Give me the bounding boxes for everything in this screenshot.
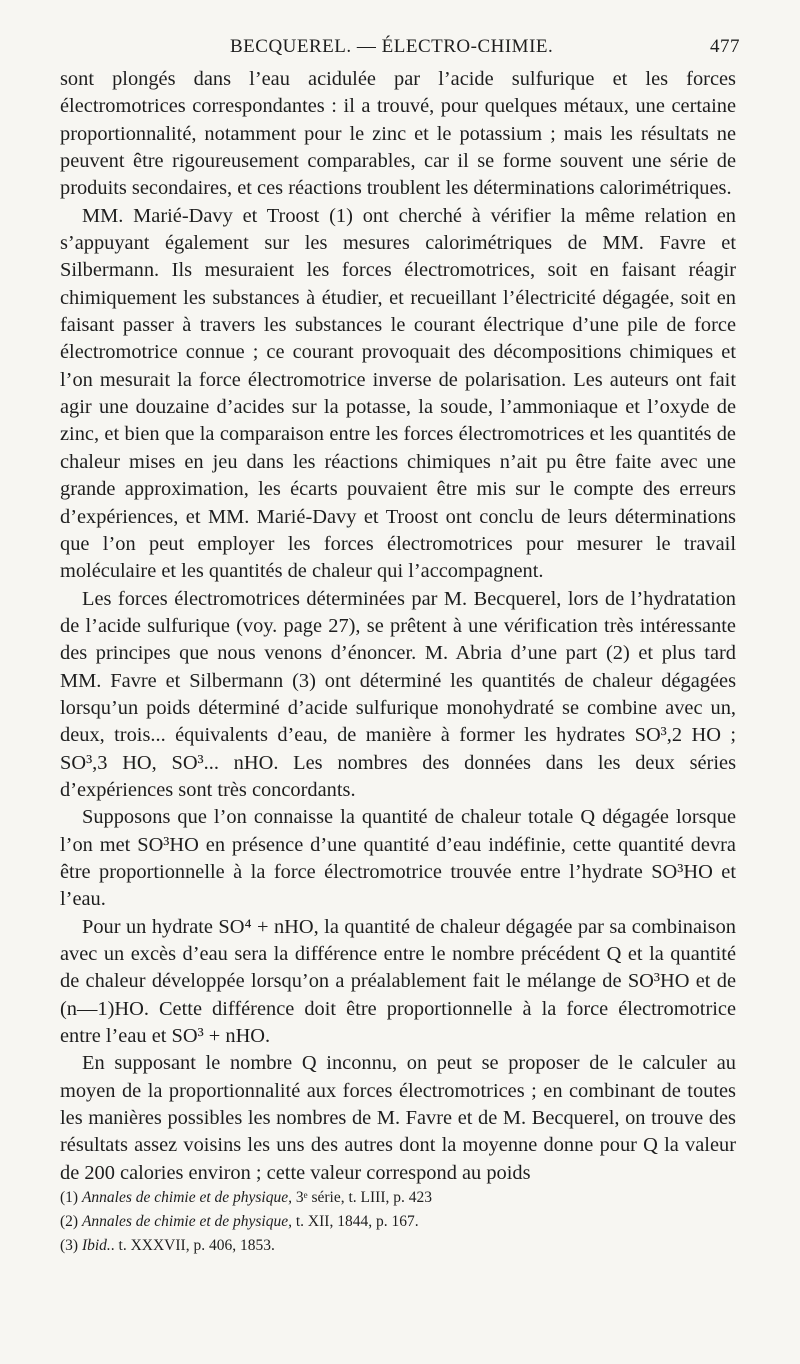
- footnote-ref: 3ᵉ série, t. LIII, p. 423: [292, 1189, 432, 1206]
- paragraph: Pour un hydrate SO⁴ + nHO, la quantité de chaleur dégagée par sa combinaison avec un excès d’eau sera la différence entre le nombre précédent Q et la quantité de chaleur développée lorsqu’on a préalablement fait le mélange de SO³HO et de (n—1)HO. Cette différence doit être proportionnelle à la force électromotrice entre l’eau et SO³ + nHO.: [60, 915, 736, 1048]
- footnote: [60, 1186, 736, 1210]
- footnote-mark: (1): [60, 1189, 79, 1206]
- footnote-ref: . t. XXXVII, p. 406, 1853.: [110, 1237, 275, 1254]
- footnote: [60, 1210, 736, 1234]
- footnote: [60, 1234, 736, 1258]
- paragraph: Supposons que l’on connaisse la quantité de chaleur totale Q dégagée lorsque l’on met SO³HO en présence d’une quantité d’eau indéfinie, cette quantité devra être proportionnelle à la force électromotrice trouvée entre l’hydrate SO³HO et l’eau.: [60, 806, 736, 911]
- paragraph: Les forces électromotrices déterminées par M. Becquerel, lors de l’hydratation de l’acide sulfurique (voy. page 27), se prêtent à une vérification très intéressante des principes que nous venons d’énoncer. M. Abria d’une part (2) et plus tard MM. Favre et Silbermann (3) ont déterminé les quantités de chaleur dégagées lorsqu’un poids déterminé d’acide sulfurique monohydraté se combine avec un, deux, trois... équivalents d’eau, de manière à former les hydrates SO³,2 HO ; SO³,3 HO, SO³... nHO. Les nombres des données dans les deux séries d’expériences sont très concordants.: [60, 587, 736, 801]
- footnote-mark: (3): [60, 1237, 79, 1254]
- running-title: BECQUEREL. — ÉLECTRO-CHIMIE.: [230, 36, 554, 57]
- paragraph: sont plongés dans l’eau acidulée par l’acide sulfurique et les forces électromotrices correspondantes : il a trouvé, pour quelques métaux, une certaine proportionnalité, notamment pour le zinc et le potassium ; mais les résultats ne peuvent être rigoureusement comparables, car il se forme souvent une série de produits secondaires, et ces réactions troublent les déterminations calorimétriques.: [60, 68, 736, 200]
- footnote-title: Ibid.: [81, 1237, 111, 1254]
- footnote-title: Annales de chimie et de physique,: [81, 1213, 292, 1230]
- footnote-mark: (2): [60, 1213, 79, 1230]
- footnotes: [60, 1186, 736, 1258]
- paragraph: MM. Marié-Davy et Troost (1) ont cherché à vérifier la même relation en s’appuyant également sur les mesures calorimétriques de MM. Favre et Silbermann. Ils mesuraient les forces électromotrices, soit en faisant réagir chimiquement les substances à étudier, et recueillant l’électricité dégagée, soit en faisant passer à travers les substances le courant électrique d’une pile de force électromotrice connue ; ce courant provoquait des décompositions chimiques et l’on mesurait la force électromotrice inverse de polarisation. Les auteurs ont fait agir une douzaine d’acides sur la potasse, la soude, l’ammoniaque et l’oxyde de zinc, et bien que la comparaison entre les forces électromotrices et les quantités de chaleur mises en jeu dans les réactions chimiques n’ait pu être faite avec une grande approximation, les écarts pouvaient être mis sur le compte des erreurs d’expériences, et MM. Marié-Davy et Troost ont conclu de leurs déterminations que l’on peut employer les forces électromotrices pour mesurer le travail moléculaire et les quantités de chaleur qui l’accompagnent.: [60, 204, 736, 583]
- page-header: [60, 36, 740, 60]
- body-text: [60, 66, 736, 1187]
- paragraph: En supposant le nombre Q inconnu, on peut se proposer de le calculer au moyen de la proportionnalité aux forces électromotrices ; en combinant de toutes les manières possibles les nombres de M. Favre et de M. Becquerel, on trouve des résultats assez voisins les uns des autres dont la moyenne donne pour Q la valeur de 200 calories environ ; cette valeur correspond au poids: [60, 1052, 736, 1184]
- page-number: 477: [710, 36, 740, 57]
- footnote-ref: t. XII, 1844, p. 167.: [292, 1213, 419, 1230]
- footnote-title: Annales de chimie et de physique,: [81, 1189, 292, 1206]
